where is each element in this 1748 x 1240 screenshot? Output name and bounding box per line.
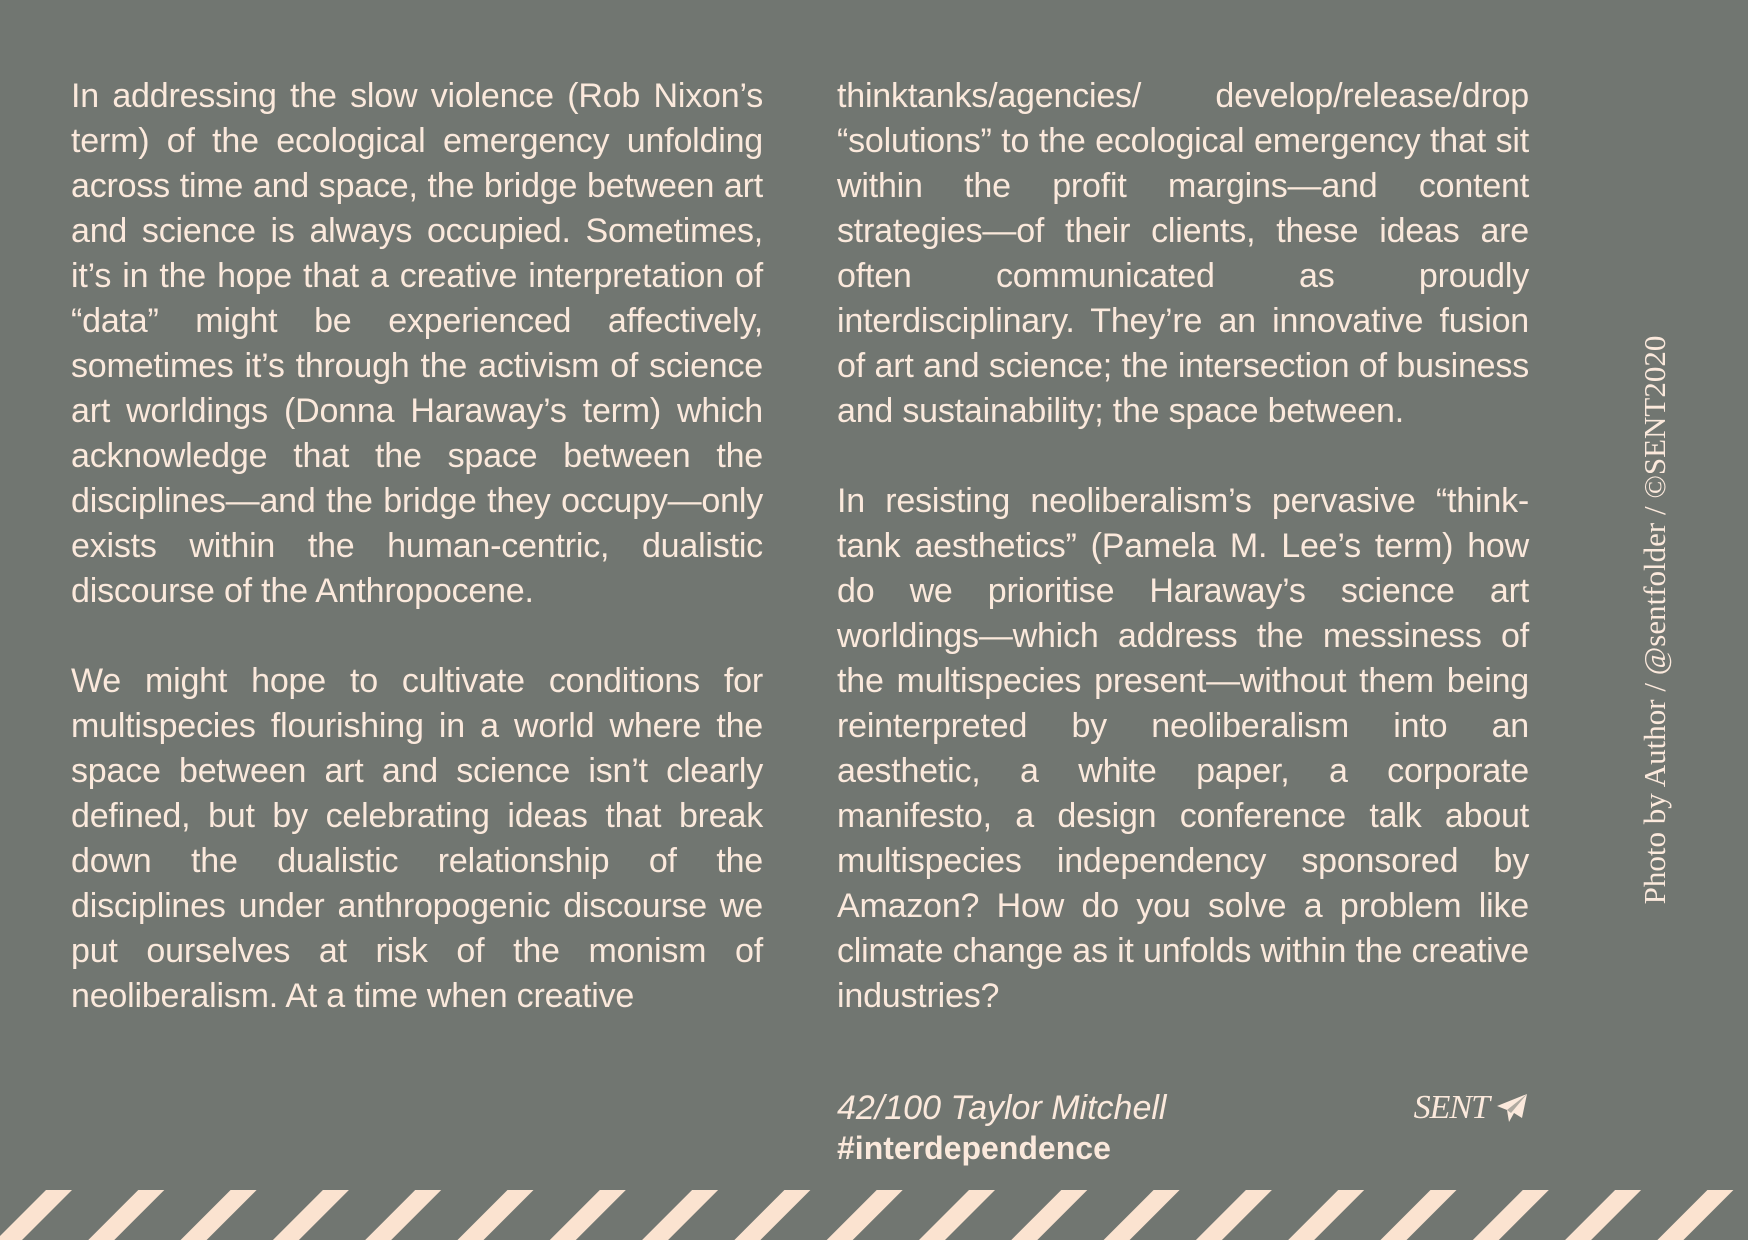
stripe: [458, 1190, 534, 1240]
column-right: [837, 74, 1529, 1064]
stripe: [642, 1190, 718, 1240]
stripe: [1288, 1190, 1364, 1240]
stripe: [1565, 1190, 1641, 1240]
stripe: [181, 1190, 257, 1240]
stripe: [1473, 1190, 1549, 1240]
stripe: [0, 1190, 72, 1240]
stripe: [1011, 1190, 1087, 1240]
stripe: [1657, 1190, 1733, 1240]
paragraph-2: We might hope to cultivate conditions for multispecies flourishing in a world where the space between art and science isn’t clearly defined, but by celebrating ideas that break down the dualistic relationship of the disciplines under anthropogenic discourse we put ourselves at risk of the monism of neoliberalism. At a time when creative: [71, 662, 763, 1015]
paragraph-4: In resisting neoliberalism’s pervasive “think-tank aesthetics” (Pamela M. Lee’s term) how do we prioritise Haraway’s science art worldings—which address the messiness of the multispecies present—without them being reinterpreted by neoliberalism into an aesthetic, a white paper, a corporate manifesto, a design conference talk about multispecies independency sponsored by Amazon? How do you solve a problem like climate change as it unfolds within the creative industries?: [837, 482, 1529, 1015]
diagonal-stripe-border: [0, 1190, 1748, 1240]
column-left: [71, 74, 763, 1064]
author-credit: 42/100 Taylor Mitchell: [837, 1089, 1167, 1127]
stripe: [1104, 1190, 1180, 1240]
paragraph-3: thinktanks/agencies/ develop/release/drop “solutions” to the ecological emergency that sit within the profit margins—and content strategies—of their clients, these ideas are often communicated as proudly interdisciplinary. They’re an innovative fusion of art and science; the intersection of business and sustainability; the space between.: [837, 77, 1529, 430]
stripe: [919, 1190, 995, 1240]
stripe: [1196, 1190, 1272, 1240]
stripe: [1381, 1190, 1457, 1240]
photo-credit-caption: Photo by Author / @sentfolder / ©SENT2020: [1637, 335, 1672, 905]
stripe: [734, 1190, 810, 1240]
brand-text: SENT: [1413, 1089, 1489, 1126]
paragraph-1: In addressing the slow violence (Rob Nixon’s term) of the ecological emergency unfolding across time and space, the bridge between art and science is always occupied. Sometimes, it’s in the hope that a creative interpretation of “data” might be experienced affectively, sometimes it’s through the activism of science art worldings (Donna Haraway’s term) which acknowledge that the space between the disciplines—and the bridge they occupy—only exists within the human-centric, dualistic discourse of the Anthropocene.: [71, 77, 763, 610]
stripe: [88, 1190, 164, 1240]
stripe: [273, 1190, 349, 1240]
brand-logo: [1414, 1088, 1529, 1128]
stripe: [550, 1190, 626, 1240]
paper-plane-icon: [1495, 1092, 1529, 1124]
hashtag: #interdependence: [837, 1130, 1111, 1166]
stripe: [365, 1190, 441, 1240]
stripe: [827, 1190, 903, 1240]
